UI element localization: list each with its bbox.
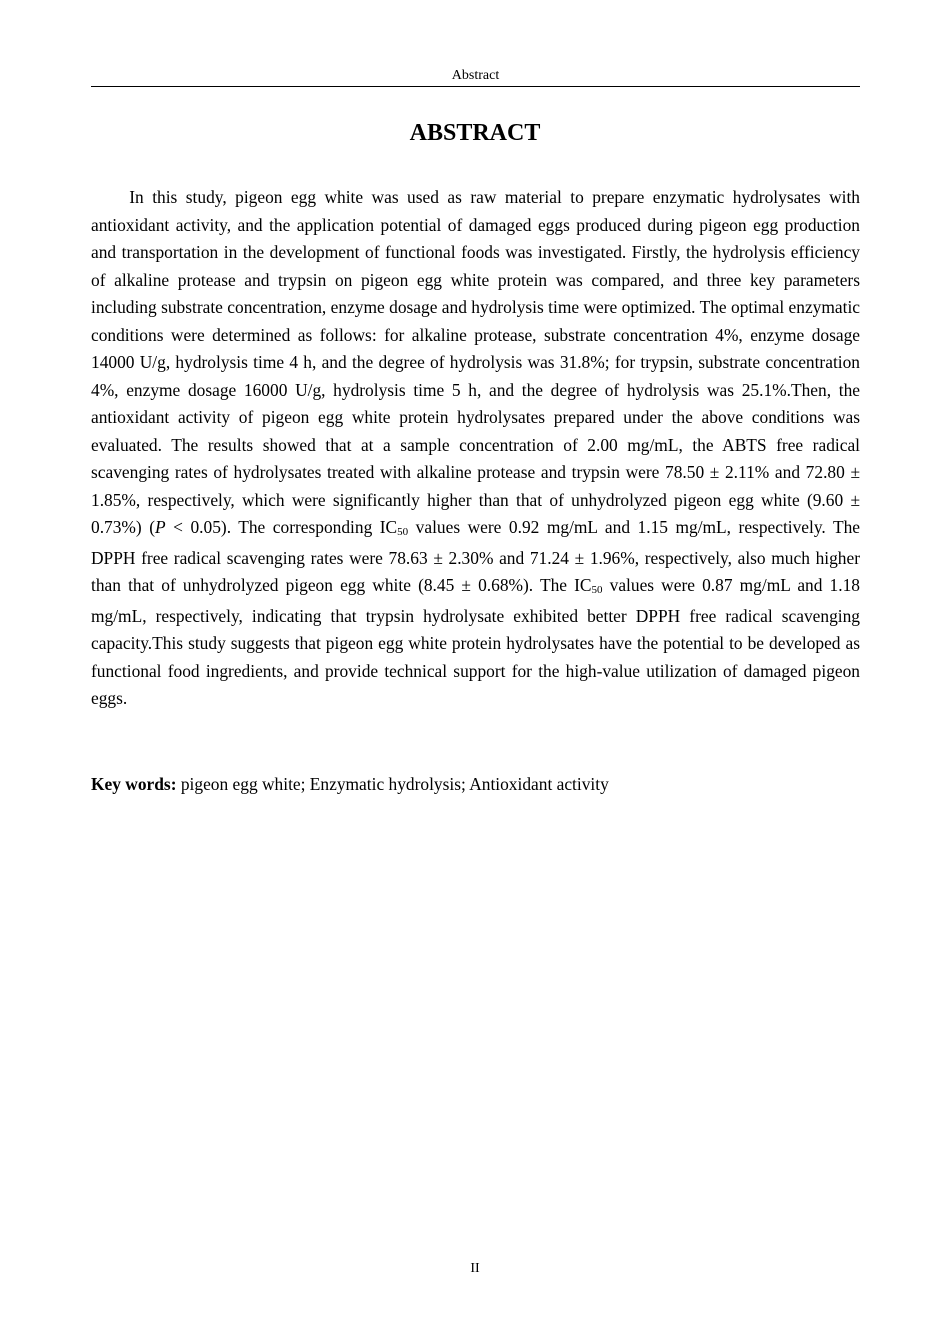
- p-value-symbol: P: [155, 517, 166, 537]
- keywords-text: pigeon egg white; Enzymatic hydrolysis; Antioxidant activity: [176, 774, 609, 794]
- keywords-label: Key words:: [91, 774, 177, 794]
- running-header-title: Abstract: [451, 68, 500, 83]
- abstract-paragraph: [91, 184, 860, 713]
- abstract-text-part-1: In this study, pigeon egg white was used as raw material to prepare enzymatic hydrolysates with antioxidant activity, and the application potential of damaged eggs produced during pigeon egg production and transportation in the development of functional foods was investigated. Firstly, the hydrolysis efficiency of alkaline protease and trypsin on pigeon egg white protein was compared, and three key parameters including substrate concentration, enzyme dosage and hydrolysis time were optimized. The optimal enzymatic conditions were determined as follows: for alkaline protease, substrate concentration 4%, enzyme dosage 14000 U/g, hydrolysis time 4 h, and the degree of hydrolysis was 31.8%; for trypsin, substrate concentration 4%, enzyme dosage 16000 U/g, hydrolysis time 5 h, and the degree of hydrolysis was 25.1%.Then, the antioxidant activity of pigeon egg white protein hydrolysates prepared under the above conditions was evaluated. The results showed that at a sample concentration of 2.00 mg/mL, the ABTS free radical scavenging rates of hydrolysates treated with alkaline protease and trypsin were 78.50 ± 2.11% and 72.80 ± 1.85%, respectively, which were significantly higher than that of unhydrolyzed pigeon egg white (9.60 ± 0.73%) (: [91, 187, 860, 537]
- abstract-text-part-3: values were 0.92 mg/mL and 1.15 mg/mL, respectively. The DPPH free radical scavenging rates were 78.63 ± 2.30% and 71.24 ± 1.96%, respectively, also much higher than that of unhydrolyzed pigeon egg white (8.45 ± 0.68%). The IC: [91, 517, 861, 595]
- abstract-text-part-4: values were 0.87 mg/mL and 1.18 mg/mL, respectively, indicating that trypsin hydrolysate exhibited better DPPH free radical scavenging capacity.This study suggests that pigeon egg white protein hydrolysates have the potential to be developed as functional food ingredients, and provide technical support for the high-value utilization of damaged pigeon eggs.: [91, 575, 860, 708]
- page-title: ABSTRACT: [409, 120, 541, 146]
- ic50-subscript-1: 50: [397, 526, 409, 538]
- running-header: [91, 66, 860, 87]
- page-number: II: [470, 1261, 480, 1276]
- ic50-subscript-2: 50: [591, 584, 603, 596]
- keywords-line: [91, 771, 860, 798]
- abstract-text-part-2: < 0.05). The corresponding IC: [165, 517, 398, 537]
